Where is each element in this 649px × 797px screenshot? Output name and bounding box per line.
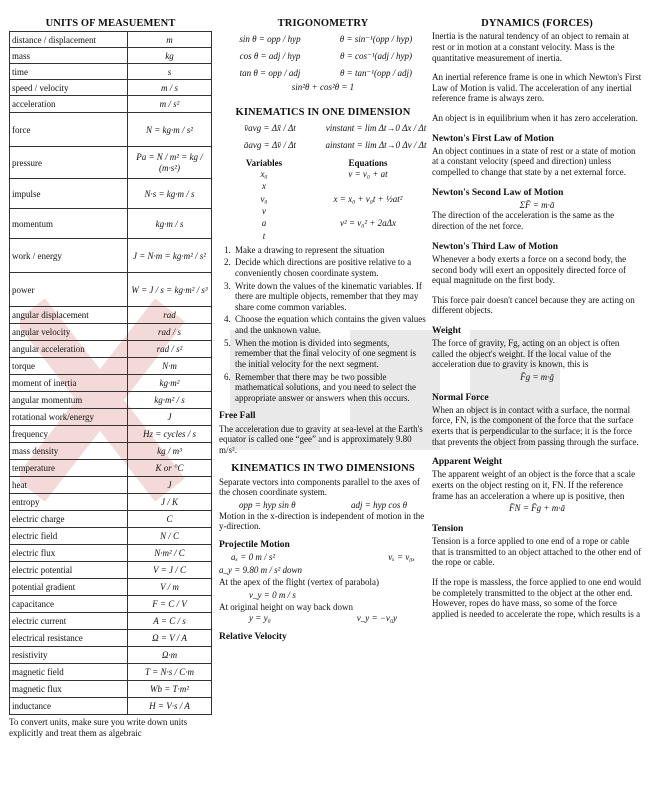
units-row [10, 647, 212, 664]
unit-cell: H = V·s / A [128, 698, 212, 715]
trig-equations [219, 34, 427, 78]
units-row [10, 681, 212, 698]
tension-text: Tension is a force applied to one end of a rope or cable that is transmitted to an object attached to the other end of the rope or cable. [432, 536, 642, 568]
units-row [10, 80, 212, 96]
units-row [10, 32, 212, 48]
vy-eq: v_y = −v₀y [356, 613, 397, 624]
quantity-cell: moment of inertia [10, 375, 128, 392]
kin1-steps [233, 245, 427, 404]
equations-header: Equations [348, 158, 388, 169]
units-note: To convert units, make sure you write down units explicitly and treat them as algebraic [9, 717, 188, 738]
unit-cell: N = kg·m / s² [128, 113, 212, 147]
vy-apex-eq: v_y = 0 m / s [249, 589, 296, 600]
projectile-title: Projectile Motion [219, 539, 290, 550]
weight-title: Weight [432, 325, 462, 336]
unit-cell: N·s = kg·m / s [128, 179, 212, 209]
second-law-eq: ΣF̄ = m·ā [519, 199, 555, 210]
quantity-cell: mass density [10, 443, 128, 460]
units-row [10, 96, 212, 113]
units-row [10, 460, 212, 477]
units-row [10, 613, 212, 630]
variable: x₀ [260, 169, 268, 180]
first-law-text: An object continues in a state of rest or a state of motion at a constant velocity (speed and direction) unless compelled to change that state by a net external force. [432, 145, 636, 178]
freefall-text: The acceleration due to gravity at sea-level at the Earth's equator is called one “gee” and is approximately 9.80 m/s². [219, 423, 423, 455]
kin1-definitions [219, 123, 427, 150]
units-row [10, 147, 212, 179]
inertia-text: Inertia is the natural tendency of an object to remain at rest or in motion at a constant velocity. Mass is the quantitative measurement of inertia. [432, 31, 629, 63]
unit-cell: V / m [128, 579, 212, 596]
unit-cell: kg / m³ [128, 443, 212, 460]
unit-cell: rad / s² [128, 341, 212, 358]
unit-cell: J [128, 409, 212, 426]
normal-force-title: Normal Force [432, 392, 489, 403]
quantity-cell: electric current [10, 613, 128, 630]
adj-eq: adj = hyp cos θ [351, 499, 407, 510]
second-law-title: Newton's Second Law of Motion [432, 187, 564, 198]
weight-eq: F̄g = m·ḡ [520, 371, 554, 382]
unit-cell: T = N·s / C·m [128, 664, 212, 681]
ay-eq: a_y = 9.80 m / s² down [219, 564, 303, 575]
quantity-cell: resistivity [10, 647, 128, 664]
quantity-cell: impulse [10, 179, 128, 209]
units-row [10, 239, 212, 273]
apparent-weight-eq: F̄N = F̄g + m·ā [509, 503, 565, 514]
quantity-cell: electrical resistance [10, 630, 128, 647]
quantity-cell: angular momentum [10, 392, 128, 409]
unit-cell: kg [128, 48, 212, 64]
trig-eq: tan θ = opp / adj [239, 67, 301, 78]
unit-cell: m [128, 32, 212, 48]
kin1-eq: āavg = Δv̄ / Δt [243, 139, 297, 150]
units-column [9, 18, 212, 739]
quantity-cell: heat [10, 477, 128, 494]
units-row [10, 494, 212, 511]
kin2-components [219, 500, 427, 511]
units-row [10, 307, 212, 324]
quantity-cell: potential gradient [10, 579, 128, 596]
kinematics-column [219, 18, 427, 644]
normal-force-text: When an object is in contact with a surface, the normal force, FN, is the component of the force that the surface exerts that is perpendicular to the surface; it is the force that prevents the object from passing through the surface. [432, 404, 639, 447]
units-row [10, 596, 212, 613]
unit-cell: rad / s [128, 324, 212, 341]
unit-cell: m / s [128, 80, 212, 96]
quantity-cell: entropy [10, 494, 128, 511]
units-row [10, 358, 212, 375]
trig-eq: θ = tan⁻¹(opp / adj) [340, 67, 412, 78]
frame-text: An inertial reference frame is one in which Newton's First Law of Motion is valid. The acceleration of any inertial reference frame is always zero. [432, 72, 642, 104]
step-item: 4. Choose the equation which contains the given values and the unknown value. [233, 314, 427, 335]
equilibrium-text: An object is in equilibrium when it has zero acceleration. [432, 113, 638, 124]
units-row [10, 273, 212, 307]
y-eq: y = y₀ [249, 613, 271, 624]
kin2-title: KINEMATICS IN TWO DIMENSIONS [231, 463, 415, 475]
units-row [10, 579, 212, 596]
units-row [10, 113, 212, 147]
unit-cell: N·m² / C [128, 545, 212, 562]
units-row [10, 630, 212, 647]
equation [309, 206, 427, 218]
variables-header: Variables [245, 158, 283, 169]
units-row [10, 698, 212, 715]
quantity-cell: force [10, 113, 128, 147]
units-row [10, 426, 212, 443]
relative-velocity-title: Relative Velocity [219, 631, 287, 642]
third-law-title: Newton's Third Law of Motion [432, 241, 558, 252]
units-table [9, 31, 212, 715]
quantity-cell: power [10, 273, 128, 307]
kin1-eq: ainstant = lim Δt→0 Δv / Δt [325, 139, 427, 150]
units-row [10, 477, 212, 494]
massless-rope-text: If the rope is massless, the force applied to one end would be completely transmitted to the object at the other end. However, ropes do have mass, so some of the force applied is needed to accelerate the rope, which results is a [432, 576, 641, 619]
dynamics-column [432, 18, 642, 621]
opp-eq: opp = hyp sin θ [239, 499, 296, 510]
quantity-cell: frequency [10, 426, 128, 443]
unit-cell: kg·m / s [128, 209, 212, 239]
unit-cell: K or °C [128, 460, 212, 477]
units-row [10, 64, 212, 80]
quantity-cell: work / energy [10, 239, 128, 273]
trig-title: TRIGONOMETRY [277, 18, 369, 29]
unit-cell: J = N·m = kg·m² / s² [128, 239, 212, 273]
variable: x [262, 181, 266, 192]
unit-cell: J [128, 477, 212, 494]
unit-cell: Pa = N / m² = kg / (m·s²) [128, 147, 212, 179]
variable: t [262, 230, 266, 241]
trig-eq: sin θ = opp / hyp [239, 34, 301, 45]
unit-cell: m / s² [128, 96, 212, 113]
unit-cell: Ω = V / A [128, 630, 212, 647]
quantity-cell: time [10, 64, 128, 80]
equation [309, 181, 427, 193]
quantity-cell: angular displacement [10, 307, 128, 324]
units-row [10, 443, 212, 460]
quantity-cell: electric field [10, 528, 128, 545]
apex-text: At the apex of the flight (vertex of parabola) [219, 577, 379, 588]
units-row [10, 664, 212, 681]
ax-eq: aₓ = 0 m / s² [231, 551, 276, 562]
units-row [10, 528, 212, 545]
kin1-title: KINEMATICS IN ONE DIMENSION [235, 106, 411, 118]
second-law-text: The direction of the acceleration is the same as the direction of the net force. [432, 210, 615, 232]
quantity-cell: torque [10, 358, 128, 375]
third-law-text: Whenever a body exerts a force on a second body, the second body will exert an oppositely directed force of equal magnitude on the first body. [432, 253, 627, 286]
quantity-cell: electric charge [10, 511, 128, 528]
step-item: 2. Decide which directions are positive relative to a conveniently chosen coordinate system. [233, 257, 427, 278]
quantity-cell: momentum [10, 209, 128, 239]
trig-eq: cos θ = adj / hyp [239, 50, 301, 61]
quantity-cell: capacitance [10, 596, 128, 613]
variable: v₀ [260, 193, 268, 204]
step-item: 1. Make a drawing to represent the situation [233, 245, 427, 256]
equation: v² = v₀² + 2aΔx [340, 218, 396, 229]
quantity-cell: magnetic flux [10, 681, 128, 698]
kin2-text: Separate vectors into components parallel to the axes of the chosen coordinate system. [219, 476, 420, 498]
quantity-cell: magnetic field [10, 664, 128, 681]
unit-cell: s [128, 64, 212, 80]
unit-cell: W = J / s = kg·m² / s³ [128, 273, 212, 307]
original-height-text: At original height on way back down [219, 602, 353, 613]
unit-cell: rad [128, 307, 212, 324]
weight-text: The force of gravity, Fg, acting on an object is often called the object's weight. If the local value of the acceleration due to gravity is known, this is [432, 338, 620, 370]
quantity-cell: angular acceleration [10, 341, 128, 358]
dyn-title: DYNAMICS (FORCES) [481, 18, 593, 29]
unit-cell: N·m [128, 358, 212, 375]
tension-title: Tension [432, 523, 464, 534]
quantity-cell: angular velocity [10, 324, 128, 341]
unit-cell: A = C / s [128, 613, 212, 630]
unit-cell: J / K [128, 494, 212, 511]
units-row [10, 209, 212, 239]
force-pair-text: This force pair doesn't cancel because they are acting on different objects. [432, 294, 635, 316]
unit-cell: kg·m² [128, 375, 212, 392]
unit-cell: N / C [128, 528, 212, 545]
equation [309, 231, 427, 243]
quantity-cell: distance / displacement [10, 32, 128, 48]
projectile-return [219, 613, 427, 624]
variable: a [261, 218, 267, 229]
unit-cell: Ω·m [128, 647, 212, 664]
unit-cell: kg·m² / s [128, 392, 212, 409]
trig-eq: θ = cos⁻¹(adj / hyp) [340, 50, 412, 61]
units-row [10, 511, 212, 528]
quantity-cell: temperature [10, 460, 128, 477]
units-row [10, 341, 212, 358]
unit-cell: C [128, 511, 212, 528]
step-item: 6. Remember that there may be two possible mathematical solutions, and you need to select the appropriate answer or answers when this occurs. [233, 372, 427, 404]
unit-cell: V = J / C [128, 562, 212, 579]
step-item: 3. Write down the values of the kinematic variables. If there are multiple objects, remember that they may share come common variables. [233, 281, 427, 313]
equation: v = v₀ + at [348, 169, 388, 180]
quantity-cell: electric potential [10, 562, 128, 579]
quantity-cell: rotational work/energy [10, 409, 128, 426]
equation: x = x₀ + v₀t + ½at² [333, 193, 403, 204]
trig-eq: θ = sin⁻¹(opp / hyp) [339, 34, 413, 45]
units-row [10, 545, 212, 562]
quantity-cell: acceleration [10, 96, 128, 113]
kin1-variables-table [219, 158, 427, 242]
units-title: UNITS OF MEASUEMENT [45, 18, 176, 29]
kin1-eq: vinstant = lim Δt→0 Δx / Δt [325, 123, 427, 134]
units-row [10, 179, 212, 209]
units-row [10, 392, 212, 409]
kin1-eq: v̄avg = Δx̄ / Δt [244, 123, 296, 134]
unit-cell: Wb = T·m² [128, 681, 212, 698]
vx-eq: vₓ = v₀ₓ [388, 551, 415, 562]
variable: v [262, 205, 266, 216]
freefall-title: Free Fall [219, 411, 256, 422]
apparent-weight-text: The apparent weight of an object is the force that a scale exerts on the object resting on it, FN. If the reference frame has an acceleration a where up is positive, then [432, 469, 636, 501]
units-row [10, 409, 212, 426]
unit-cell: F = C / V [128, 596, 212, 613]
quantity-cell: inductance [10, 698, 128, 715]
quantity-cell: speed / velocity [10, 80, 128, 96]
quantity-cell: electric flux [10, 545, 128, 562]
trig-identity: sin²θ + cos²θ = 1 [291, 82, 355, 93]
quantity-cell: pressure [10, 147, 128, 179]
apparent-weight-title: Apparent Weight [432, 457, 503, 468]
projectile-x [219, 552, 427, 563]
units-row [10, 375, 212, 392]
step-item: 5. When the motion is divided into segments, remember that the final velocity of one segment is the initial velocity for the next segment. [233, 338, 427, 370]
unit-cell: Hz = cycles / s [128, 426, 212, 443]
units-row [10, 48, 212, 64]
kin2-independence: Motion in the x-direction is independent of motion in the y-direction. [219, 510, 425, 532]
units-row [10, 324, 212, 341]
quantity-cell: mass [10, 48, 128, 64]
units-row [10, 562, 212, 579]
first-law-title: Newton's First Law of Motion [432, 133, 554, 144]
